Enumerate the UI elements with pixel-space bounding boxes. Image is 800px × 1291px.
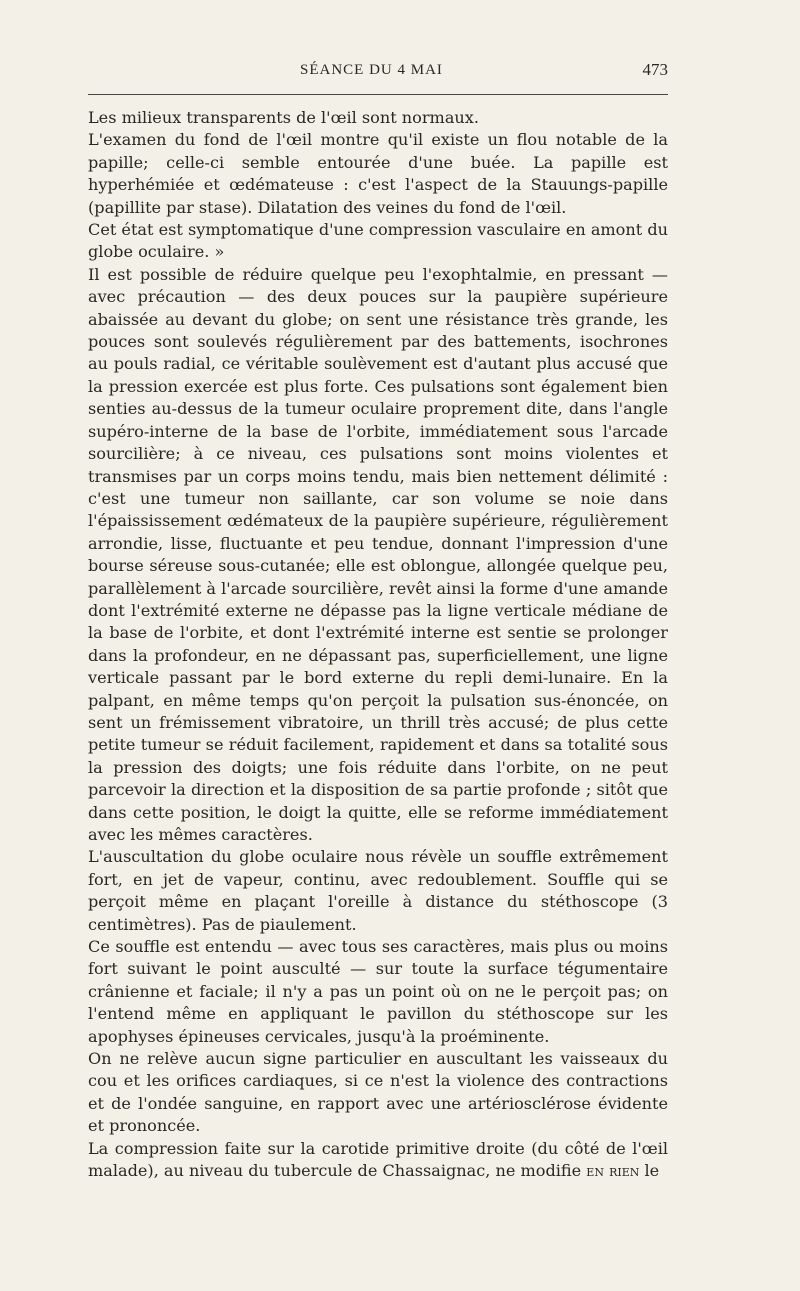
paragraph: Cet état est symptomatique d'une compression vasculaire en amont du globe oculaire. » (88, 220, 668, 262)
running-header (88, 58, 668, 86)
body-text (88, 107, 668, 1183)
small-caps-phrase: en rien (586, 1161, 640, 1181)
paragraph-last-text: La compression faite sur la carotide primitive droite (du côté de l'œil malade), au niveau du tubercule de Chassaignac, ne modifie (88, 1138, 668, 1181)
page-number: 473 (642, 60, 668, 79)
paragraph: L'examen du fond de l'œil montre qu'il existe un flou notable de la papille; celle-ci semble entourée d'une buée. La papille est hyperhémiée et œdémateuse : c'est l'aspect de la Stauungs-papille (papillite par stase). Dilatation des veines du fond de l'œil. (88, 130, 668, 217)
paragraph-last (88, 1138, 668, 1183)
running-title: SÉANCE DU 4 MAI (300, 62, 443, 78)
book-page (88, 58, 668, 1183)
paragraph: Il est possible de réduire quelque peu l'exophtalmie, en pressant — avec précaution — des deux pouces sur la paupière supérieure abaissée au devant du globe; on sent une résistance très grande, les pouces sont soulevés régulièrement par des battements, isochrones au pouls radial, ce véritable soulèvement est d'autant plus accusé que la pression exercée est plus forte. Ces pulsations sont également bien senties au-dessus de la tumeur oculaire proprement dite, dans l'angle supéro-interne de la base de l'orbite, immédiatement sous l'arcade sourcilière; à ce niveau, ces pulsations sont moins violentes et transmises par un corps moins tendu, mais bien nettement délimité : c'est une tumeur non saillante, car son volume se noie dans l'épaississement œdémateux de la paupière supérieure, régulièrement arrondie, lisse, fluctuante et peu tendue, donnant l'impression d'une bourse séreuse sous-cutanée; elle est oblongue, allongée quelque peu, parallèlement à l'arcade sourcilière, revêt ainsi la forme d'une amande dont l'extrémité externe ne dépasse pas la ligne verticale médiane de la base de l'orbite, et dont l'extrémité interne est sentie se prolonger dans la profondeur, en ne dépassant pas, superficiellement, une ligne verticale passant par le bord externe du repli demi-lunaire. En la palpant, en même temps qu'on perçoit la pulsation sus-énoncée, on sent un frémissement vibratoire, un thrill très accusé; de plus cette petite tumeur se réduit facilement, rapidement et dans sa totalité sous la pression des doigts; une fois réduite dans l'orbite, on ne peut parcevoir la direction et la disposition de sa partie profonde ; sitôt que dans cette position, le doigt la quitte, elle se reforme immédiatement avec les mêmes caractères. (88, 264, 668, 844)
paragraph: L'auscultation du globe oculaire nous révèle un souffle extrêmement fort, en jet de vapeur, continu, avec redoublement. Souffle qui se perçoit même en plaçant l'oreille à distance du stéthoscope (3 centimètres). Pas de piaulement. (88, 847, 668, 934)
paragraph: Ce souffle est entendu — avec tous ses caractères, mais plus ou moins fort suivant le point ausculté — sur toute la surface tégumentaire crânienne et faciale; il n'y a pas un point où on ne le perçoit pas; on l'entend même en appliquant le pavillon du stéthoscope sur les apophyses épineuses cervicales, jusqu'à la proéminente. (88, 937, 668, 1046)
paragraph: On ne relève aucun signe particulier en auscultant les vaisseaux du cou et les orifices cardiaques, si ce n'est la violence des contractions et de l'ondée sanguine, en rapport avec une artériosclérose évidente et prononcée. (88, 1049, 668, 1136)
header-rule (88, 94, 668, 95)
paragraph-last-tail: le (644, 1161, 660, 1181)
paragraph: Les milieux transparents de l'œil sont normaux. (88, 108, 479, 127)
